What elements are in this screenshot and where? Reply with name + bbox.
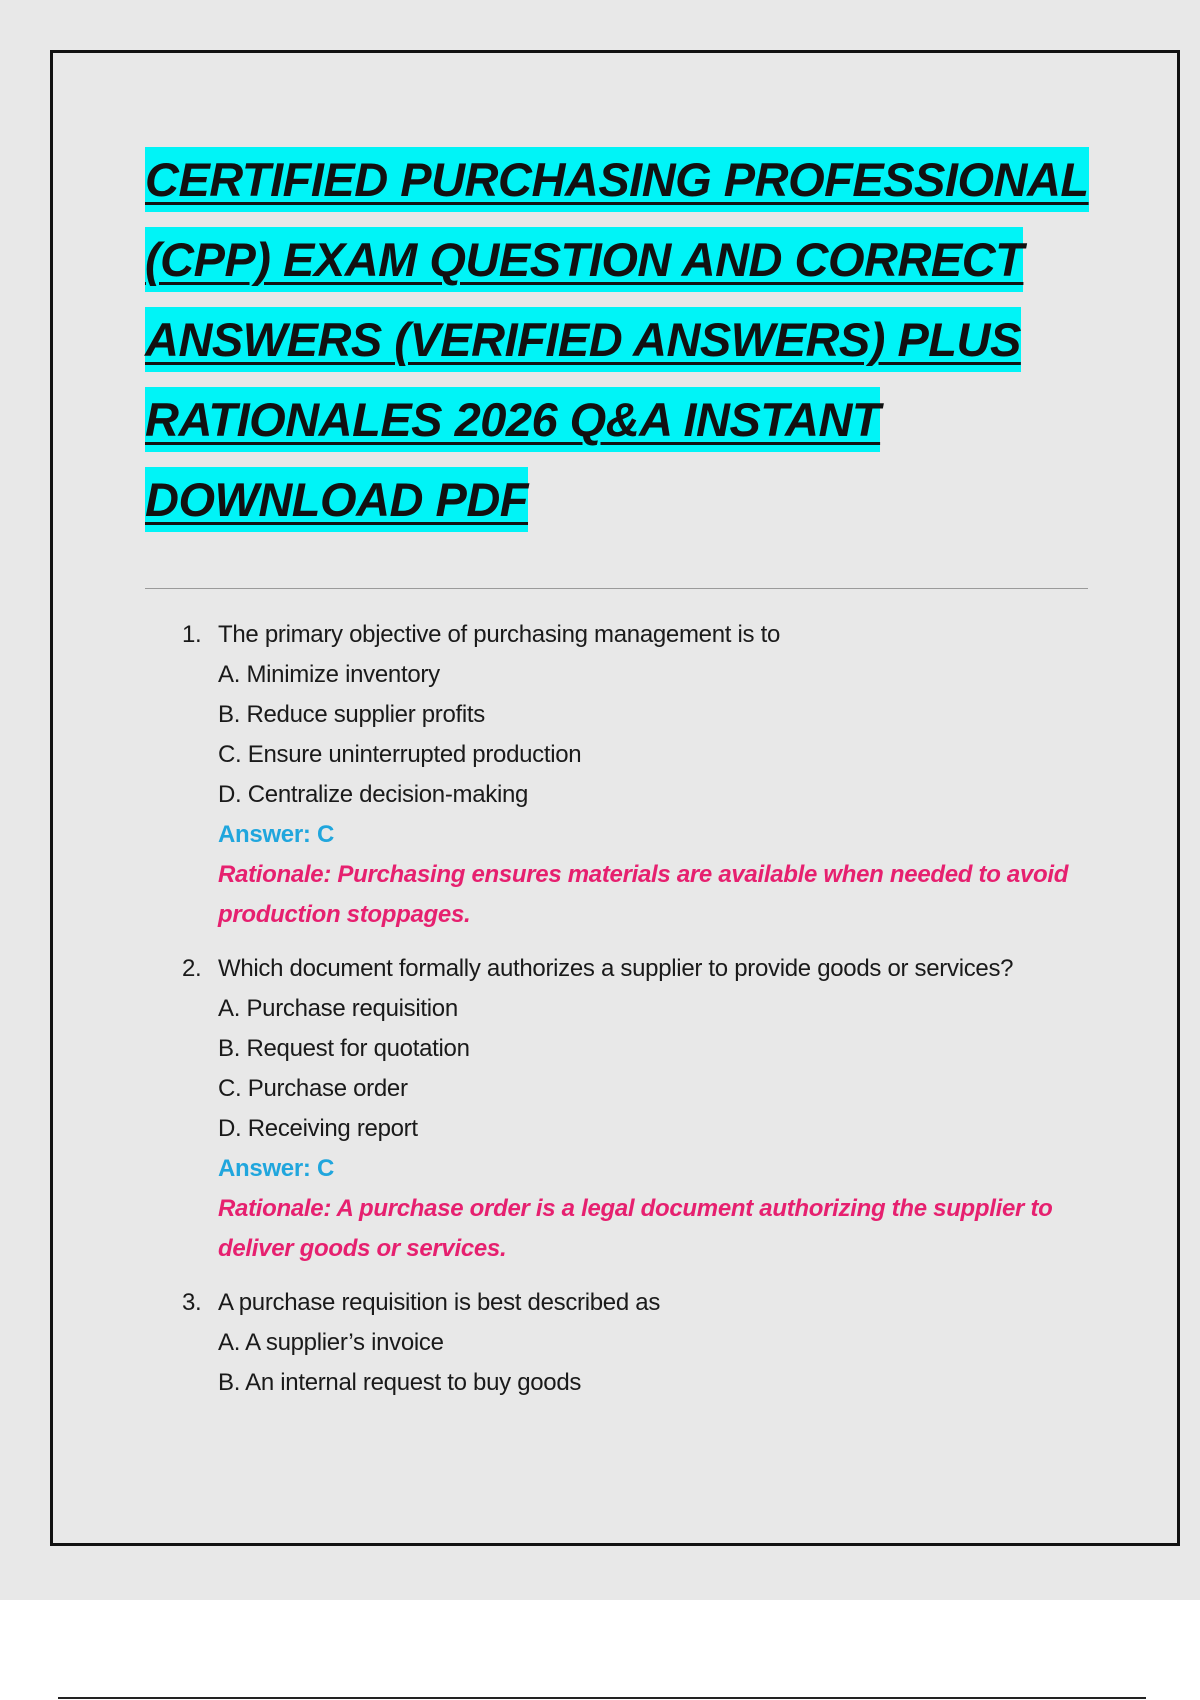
question-number: 3. [182,1289,202,1316]
question-2 [170,949,1070,1269]
option-b: B. An internal request to buy goods [218,1369,582,1396]
option-d: D. Centralize decision-making [218,781,529,808]
option-a: A. Purchase requisition [218,995,458,1022]
rationale-text: Rationale: Purchasing ensures materials are available when needed to avoid production stoppages. [218,861,1069,928]
answer-label: Answer: C [218,1155,334,1182]
option-b: B. Reduce supplier profits [218,701,486,728]
question-number: 2. [182,955,202,982]
option-c: C. Purchase order [218,1075,408,1102]
title-divider [145,588,1088,589]
option-b: B. Request for quotation [218,1035,470,1062]
title-highlight: CERTIFIED PURCHASING PROFESSIONAL (CPP) EXAM QUESTION AND CORRECT ANSWERS (VERIFIED ANSWERS) PLUS RATIONALES 2026 Q&A INSTANT DOWNLOAD PDF [145,147,1089,532]
option-c: C. Ensure uninterrupted production [218,741,582,768]
question-number: 1. [182,621,202,648]
next-page-border [58,1697,1146,1699]
question-list [170,615,1070,1417]
option-a: A. Minimize inventory [218,661,440,688]
question-stem: Which document formally authorizes a supplier to provide goods or services? [218,955,1014,982]
question-3 [170,1283,1070,1403]
rationale-text: Rationale: A purchase order is a legal document authorizing the supplier to deliver goods or services. [218,1195,1053,1262]
answer-label: Answer: C [218,821,334,848]
option-a: A. A supplier’s invoice [218,1329,444,1356]
option-d: D. Receiving report [218,1115,418,1142]
document-title [145,140,1105,540]
question-stem: The primary objective of purchasing management is to [218,621,781,648]
question-1 [170,615,1070,935]
question-stem: A purchase requisition is best described as [218,1289,661,1316]
